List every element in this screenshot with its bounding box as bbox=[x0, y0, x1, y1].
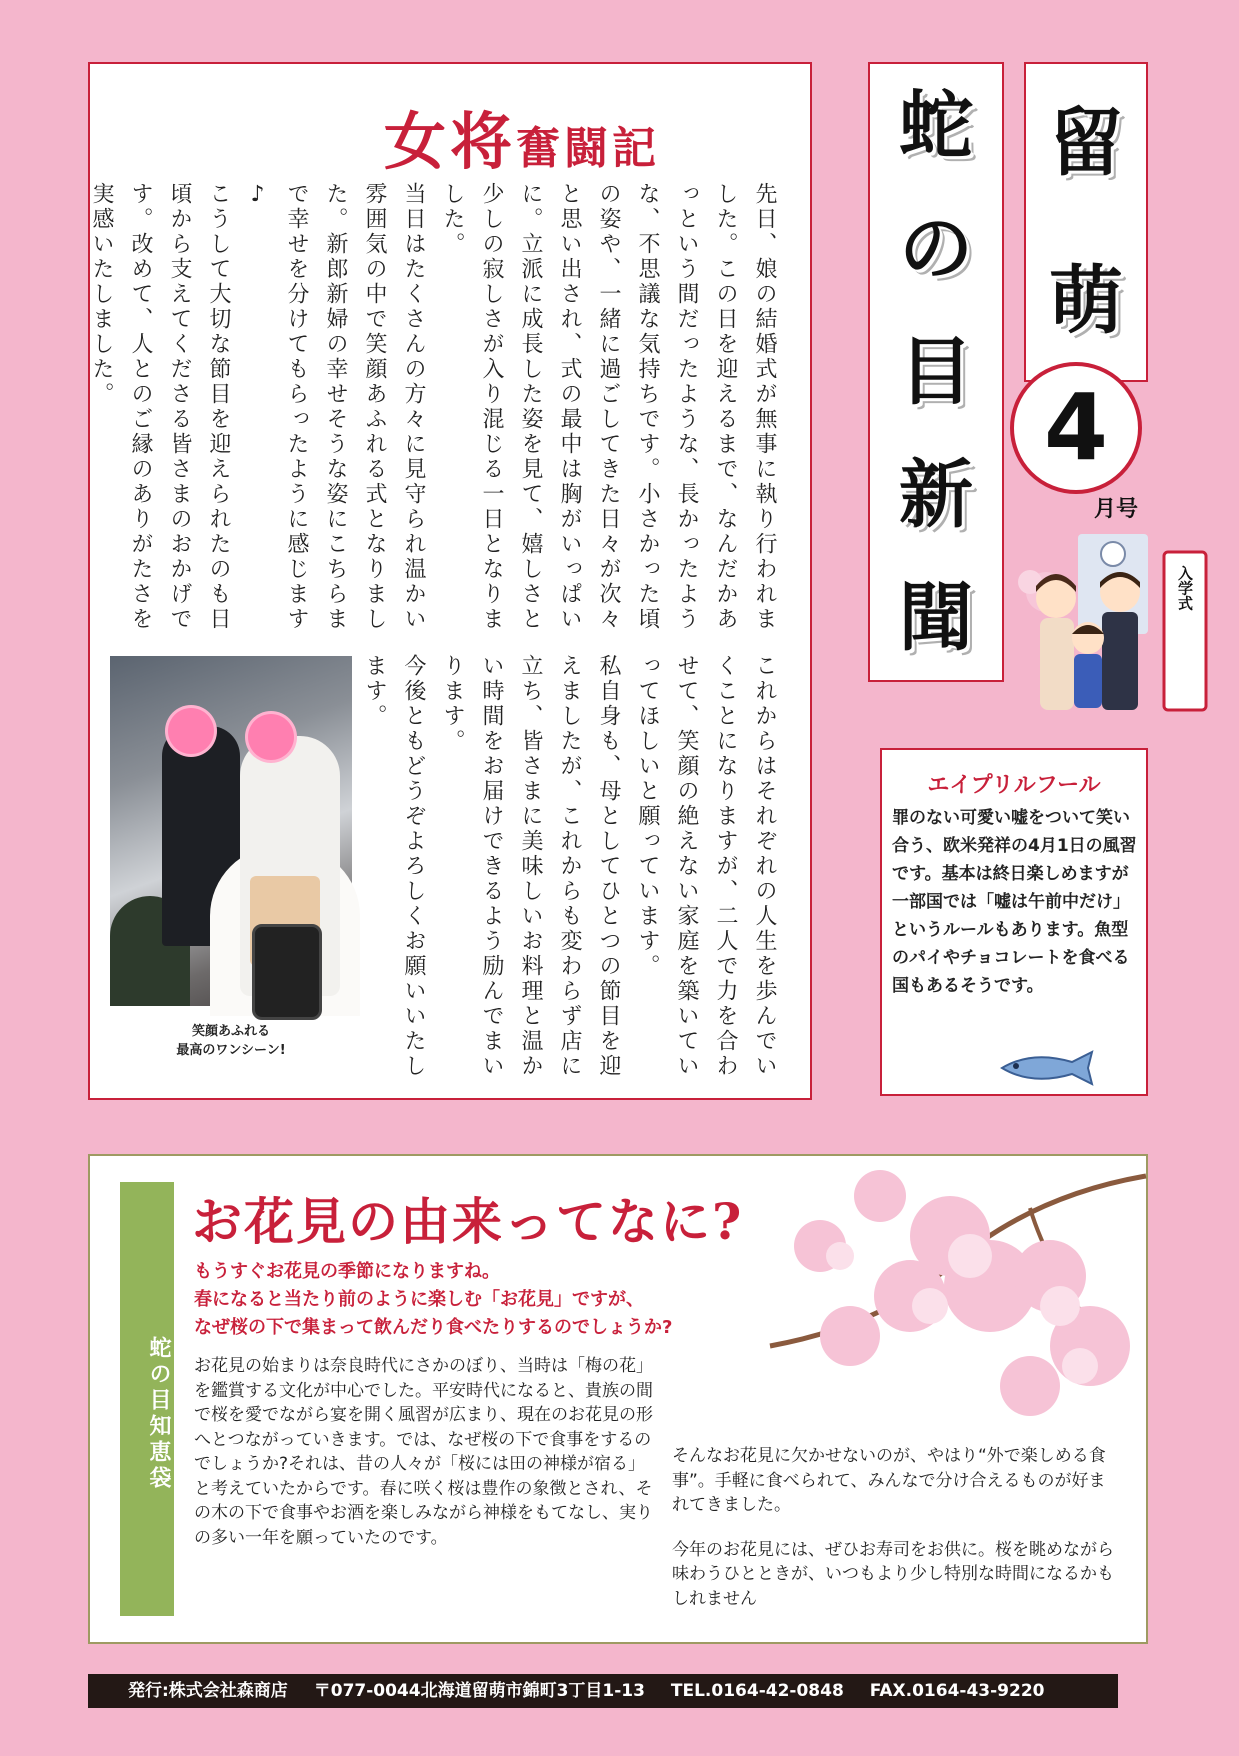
april-fool-body: 罪のない可愛い嘘をついて笑い合う、欧米発祥の4月1日の風習です。基本は終日楽しめますが一部国では「嘘は午前中だけ」というルールもあります。魚型のパイやチョコレートを食べる国もあるそうです。 bbox=[892, 808, 1137, 996]
april-fool-panel bbox=[880, 748, 1148, 1096]
photo-phone bbox=[252, 924, 322, 1020]
hanami-right-paragraph-2: 今年のお花見には、ぜひお寿司をお供に。桜を眺めながら味わうひとときが、いつもより少し特別な時間になるかもしれません bbox=[672, 1539, 1114, 1609]
fish-icon bbox=[992, 1048, 1102, 1088]
photo-caption-line2: 最高のワンシーン! bbox=[176, 1043, 286, 1058]
masthead-city-column bbox=[1024, 62, 1148, 382]
issue-number: 4 bbox=[1043, 374, 1108, 481]
entrance-sign-icon bbox=[1164, 552, 1206, 710]
school-entrance-illustration bbox=[1016, 532, 1216, 712]
hanami-right-paragraph-1: そんなお花見に欠かせないのが、やはり“外で楽しめる食事”。手軽に食べられて、みんなで分け合えるものが好まれてきました。 bbox=[672, 1446, 1106, 1515]
photo-caption-line1: 笑顔あふれる bbox=[191, 1024, 270, 1039]
footer-tel: TEL.0164-42-0848 bbox=[670, 1681, 844, 1701]
masthead-char: 留 bbox=[1049, 100, 1123, 186]
hanami-right-column bbox=[672, 1444, 1122, 1611]
hanami-panel bbox=[88, 1154, 1148, 1644]
masthead-char: 聞 bbox=[899, 575, 973, 662]
masthead-char: 萌 bbox=[1049, 258, 1123, 344]
hanami-intro-line: 春になると当たり前のように楽しむ「お花見」ですが、 bbox=[194, 1289, 644, 1310]
april-fool-title: エイプリルフール bbox=[927, 773, 1101, 798]
essay-panel bbox=[88, 62, 812, 1100]
essay-title-small: 奮闘記 bbox=[516, 123, 660, 174]
issue-badge bbox=[1010, 362, 1142, 494]
photo-caption bbox=[110, 1022, 352, 1060]
footer-address: 〒077-0044北海道留萌市錦町3丁目1-13 bbox=[313, 1681, 645, 1701]
heart-icon bbox=[168, 708, 214, 754]
hanami-body bbox=[194, 1354, 654, 1550]
essay-title-big: 女将 bbox=[383, 105, 516, 178]
hanami-intro bbox=[194, 1258, 814, 1342]
footer-fax: FAX.0164-43-9220 bbox=[869, 1681, 1045, 1701]
essay-paragraph-1: 先日、娘の結婚式が無事に執り行われました。この日を迎えるまで、なんだかあっという間だったような、長かったような、不思議な気持ちです。小さかった頃の姿や、一緒に過ごしてきた日々が次々と思い出され、式の最中は胸がいっぱいに。立派に成長した姿を見て、嬉しさと少しの寂しさが入り混じる一日となりました。 当日はたくさんの方々に見守られ温かい雰囲気の中で笑顔あふれる式となりました。新郎新婦の幸せそうな姿にこちらまで幸せを分けてもらったように感じます♪ こうして大切な節目を迎えられたのも日頃から支えてくださる皆さまのおかげです。改めて、人とのご縁のありがたさを実感いたしました。 bbox=[89, 182, 777, 632]
essay-title bbox=[384, 92, 660, 181]
masthead-char: 蛇 bbox=[899, 82, 973, 169]
father-figure-icon bbox=[1100, 572, 1140, 710]
hanami-intro-line: もうすぐお花見の季節になりますね。 bbox=[194, 1261, 500, 1282]
wedding-photo bbox=[110, 656, 352, 1006]
issue-suffix: 月号 bbox=[1094, 497, 1139, 522]
footer-bar bbox=[88, 1674, 1118, 1708]
masthead-char: 新 bbox=[899, 452, 973, 539]
masthead-title-column bbox=[868, 62, 1004, 682]
hanami-body-text: お花見の始まりは奈良時代にさかのぼり、当時は「梅の花」を鑑賞する文化が中心でした。平安時代になると、貴族の間で桜を愛でながら宴を開く風習が広まり、現在のお花見の形へとつながっていきます。では、なぜ桜の下で食事をするのでしょうか?それは、昔の人々が「桜には田の神様が宿る」と考えていたからです。春に咲く桜は豊作の象徴とされ、その木の下で食事やお酒を楽しみながら神様をもてなし、実りの多い一年を願っていたのです。 bbox=[194, 1356, 653, 1548]
mother-figure-icon bbox=[1036, 574, 1076, 710]
child-figure-icon bbox=[1072, 622, 1104, 708]
heart-icon bbox=[248, 714, 294, 760]
hanami-intro-line: なぜ桜の下で集まって飲んだり食べたりするのでしょうか? bbox=[194, 1317, 673, 1338]
hanami-section-tab: 蛇の目知恵袋 bbox=[120, 1182, 174, 1616]
clock-icon bbox=[1101, 542, 1125, 566]
masthead-char: の bbox=[899, 205, 973, 292]
masthead-char: 目 bbox=[899, 328, 973, 415]
hanami-title: お花見の由来ってなに? bbox=[192, 1192, 744, 1251]
essay-paragraph-2: これからはそれぞれの人生を歩んでいくことになりますが、二人で力を合わせて、笑顔の絶えない家庭を築いていってほしいと願っています。 私自身も、母としてひとつの節目を迎えましたが、これからも変わらず店に立ち、皆さまに美味しいお料理と温かい時間をお届けできるよう励んでまいります。 今後ともどうぞよろしくお願いいたします。 bbox=[362, 654, 777, 1079]
sign-char: 入学式 bbox=[1176, 565, 1194, 611]
footer-publisher: 発行:株式会社森商店 bbox=[128, 1681, 288, 1701]
